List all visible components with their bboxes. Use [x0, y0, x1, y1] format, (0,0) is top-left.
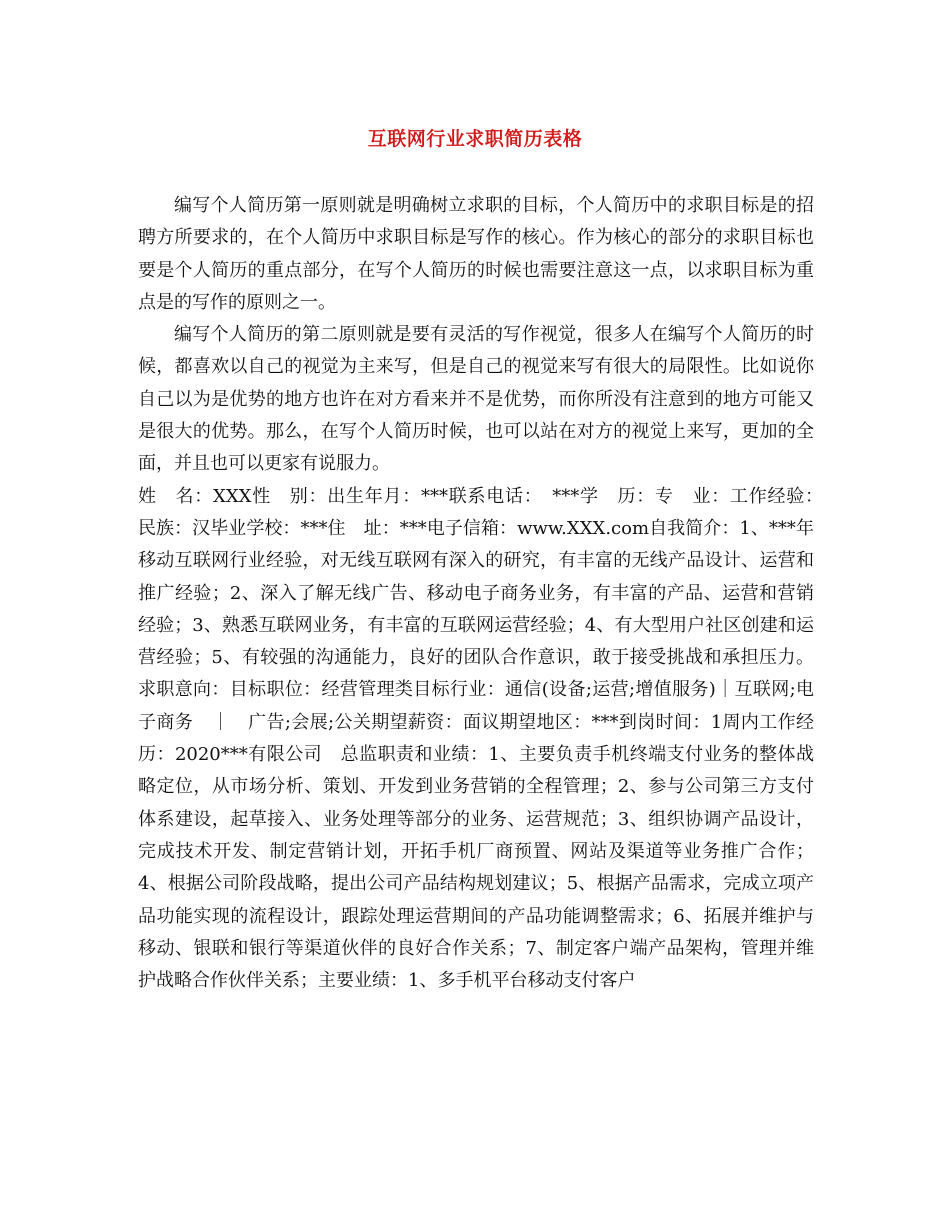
document-title: 互联网行业求职简历表格 — [367, 128, 583, 150]
paragraph-resume-content: 姓 名：XXX性 别：出生年月：***联系电话： ***学 历：专 业：工作经验： 民族：汉毕业学校：***住 址：***电子信箱：www.XXX.com自我简介：1、***年移动互联网行业经验，对无线互联网有深入的研究，有丰富的无线产品设计、运营和推广经验；2、深入了解无线广告、移动电子商务业务，有丰富的产品、运营和营销经验；3、熟悉互联网业务，有丰富的互联网运营经验；4、有大型用户社区创建和运营经验；5、有较强的沟通能力，良好的团队合作意识，敢于接受挑战和承担压力。求职意向：目标职位：经营管理类目标行业：通信(设备;运营;增值服务)｜互联网;电子商务 ｜ 广告;会展;公关期望薪资：面议期望地区：***到岗时间：1周内工作经历：2020***有限公司 总监职责和业绩：1、主要负责手机终端支付业务的整体战略定位，从市场分析、策划、开发到业务营销的全程管理；2、参与公司第三方支付体系建设，起草接入、业务处理等部分的业务、运营规范；3、组织协调产品设计，完成技术开发、制定营销计划，开拓手机厂商预置、网站及渠道等业务推广合作；4、根据公司阶段战略，提出公司产品结构规划建议；5、根据产品需求，完成立项产品功能实现的流程设计，跟踪处理运营期间的产品功能调整需求；6、拓展并维护与移动、银联和银行等渠道伙伴的良好合作关系；7、制定客户端产品架构，管理并维护战略合作伙伴关系；主要业绩：1、多手机平台移动支付客户 — [138, 485, 832, 992]
document-body — [138, 190, 832, 997]
paragraph-second-principle: 编写个人简历的第二原则就是要有灵活的写作视觉，很多人在编写个人简历的时候，都喜欢以自己的视觉为主来写，但是自己的视觉来写有很大的局限性。比如说你自己以为是优势的地方也许在对方看来并不是优势，而你所没有注意到的地方可能又是很大的优势。那么，在写个人简历时候，也可以站在对方的视觉上来写，更加的全面，并且也可以更家有说服力。 — [138, 324, 814, 475]
paragraph-first-principle: 编写个人简历第一原则就是明确树立求职的目标，个人简历中的求职目标是的招聘方所要求的，在个人简历中求职目标是写作的核心。作为核心的部分的求职目标也要是个人简历的重点部分，在写个人简历的时候也需要注意这一点，以求职目标为重点是的写作的原则之一。 — [138, 195, 814, 313]
